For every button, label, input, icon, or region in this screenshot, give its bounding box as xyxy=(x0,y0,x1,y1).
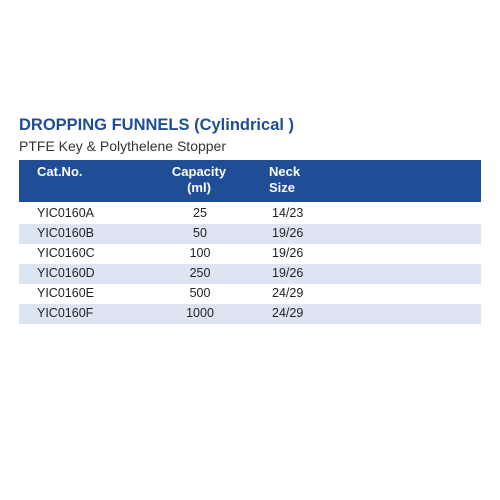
table-row xyxy=(19,224,481,244)
cell-capacity: 250 xyxy=(189,266,211,280)
cell-neck-size: 19/26 xyxy=(272,266,304,280)
header-capacity-line2: (ml) xyxy=(187,180,211,195)
table-row xyxy=(19,304,481,324)
header-cat-no: Cat.No. xyxy=(37,164,83,179)
table-row xyxy=(19,204,481,224)
table-header xyxy=(19,160,481,202)
table-row xyxy=(19,284,481,304)
cell-neck-size: 14/23 xyxy=(272,206,304,220)
cell-cat-no: YIC0160D xyxy=(37,266,95,280)
product-table xyxy=(19,160,481,324)
header-neck-line2: Size xyxy=(269,180,296,195)
cell-neck-size: 24/29 xyxy=(272,306,304,320)
cell-capacity: 500 xyxy=(189,286,211,300)
cell-cat-no: YIC0160E xyxy=(37,286,94,300)
header-capacity xyxy=(19,164,379,196)
cell-capacity: 100 xyxy=(189,246,211,260)
header-capacity-line1: Capacity xyxy=(171,164,227,179)
table-body xyxy=(19,204,481,324)
header-neck-size xyxy=(269,164,300,196)
page-subtitle: PTFE Key & Polythelene Stopper xyxy=(19,138,226,154)
cell-capacity: 25 xyxy=(193,206,207,220)
cell-cat-no: YIC0160B xyxy=(37,226,94,240)
cell-cat-no: YIC0160F xyxy=(37,306,94,320)
page-title: DROPPING FUNNELS (Cylindrical ) xyxy=(19,116,295,134)
cell-neck-size: 24/29 xyxy=(272,286,304,300)
cell-neck-size: 19/26 xyxy=(272,246,304,260)
cell-capacity: 1000 xyxy=(186,306,214,320)
cell-cat-no: YIC0160A xyxy=(37,206,94,220)
cell-neck-size: 19/26 xyxy=(272,226,304,240)
cell-capacity: 50 xyxy=(193,226,207,240)
table-row xyxy=(19,264,481,284)
table-row xyxy=(19,244,481,264)
cell-cat-no: YIC0160C xyxy=(37,246,95,260)
header-neck-line1: Neck xyxy=(269,164,301,179)
